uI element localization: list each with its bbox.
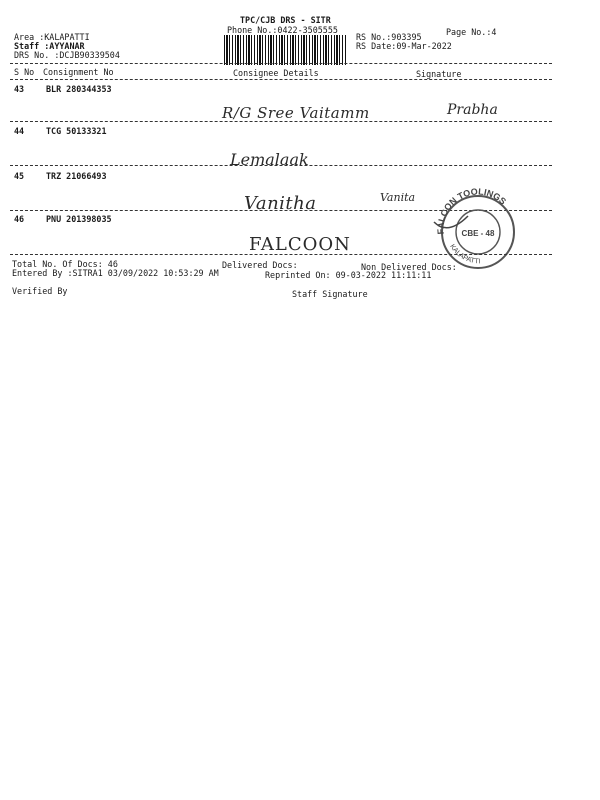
company-stamp: [428, 186, 526, 272]
row-consignment: PNU 201398035: [46, 214, 112, 224]
barcode: [224, 35, 346, 65]
delivered-docs: Delivered Docs:: [222, 260, 298, 270]
table-divider-bottom: [10, 254, 552, 255]
row-consignment: TRZ 21066493: [46, 171, 107, 181]
header-divider-top: [10, 63, 552, 64]
drs-number: DRS No. :DCJB90339504: [14, 50, 120, 60]
rs-date: RS Date:09-Mar-2022: [356, 41, 452, 51]
entered-by: Entered By :SITRA1 03/09/2022 10:53:29 AM: [12, 268, 219, 278]
verified-by: Verified By: [12, 286, 68, 296]
stamp-center-text: CBE - 48: [461, 229, 495, 238]
non-delivered-docs: Non Delivered Docs:: [361, 262, 457, 272]
column-header-consignment: Consignment No: [43, 67, 114, 77]
handwritten-consignee: R/G Sree Vaitamm: [222, 104, 370, 122]
staff-signature: Staff Signature: [292, 289, 368, 299]
header-divider-bottom: [10, 79, 552, 80]
handwritten-consignee: FALCOON: [249, 234, 351, 255]
row-sno: 46: [14, 214, 25, 224]
row-sno: 43: [14, 84, 25, 94]
row-consignment: TCG 50133321: [46, 126, 107, 136]
stamp-bottom-text: KALAPATTI: [448, 243, 481, 266]
reprinted-on: Reprinted On: 09-03-2022 11:11:11: [265, 270, 432, 280]
rs-number: RS No.:903395: [356, 32, 422, 42]
column-header-consignee: Consignee Details: [233, 68, 319, 78]
row-divider: [10, 121, 552, 122]
stamp-top-text: FALCON TOOLINGS: [435, 186, 509, 235]
row-sno: 44: [14, 126, 25, 136]
area-field: Area :KALAPATTI: [14, 32, 90, 42]
handwritten-signature: Prabha: [447, 102, 498, 118]
row-consignment: BLR 280344353: [46, 84, 112, 94]
document-title: TPC/CJB DRS - SITR: [240, 15, 331, 25]
column-header-sno: S No: [14, 67, 35, 77]
phone-number: Phone No.:0422-3505555: [227, 25, 338, 35]
handwritten-consignee: Lemalaak: [230, 150, 309, 169]
staff-field: Staff :AYYANAR: [14, 41, 85, 51]
column-header-signature: Signature: [416, 69, 462, 79]
page-number: Page No.:4: [446, 27, 497, 37]
row-sno: 45: [14, 171, 25, 181]
row-divider: [10, 165, 552, 166]
handwritten-consignee: Vanitha: [244, 193, 317, 214]
total-docs: Total No. Of Docs: 46: [12, 259, 118, 269]
handwritten-signature: Vanita: [380, 191, 416, 204]
